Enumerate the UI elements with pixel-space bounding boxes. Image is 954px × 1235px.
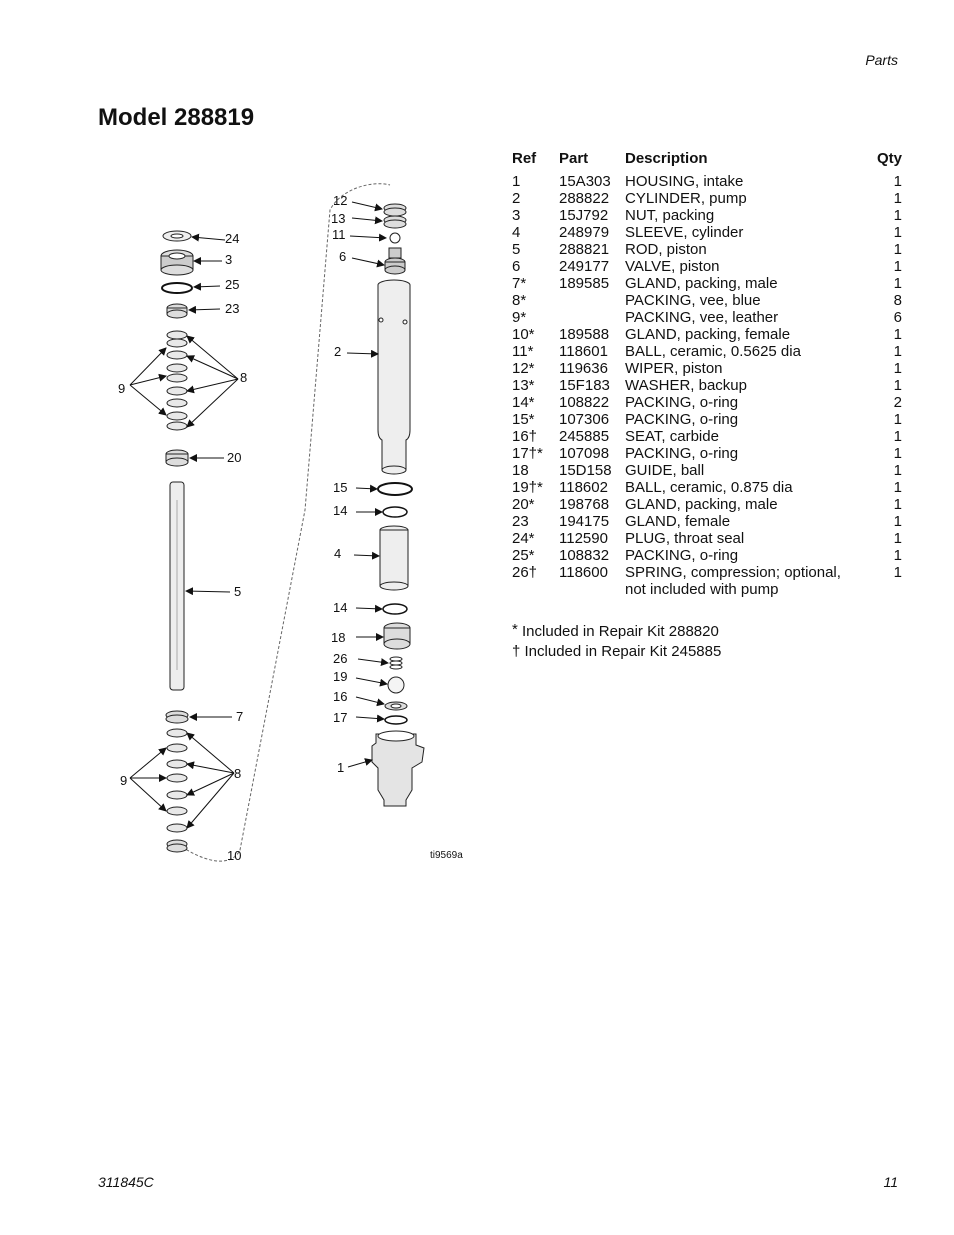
o-ring-15 [378,483,412,495]
cell-description [621,275,862,292]
cell-qty: 1 [893,428,902,445]
callout-3: 3 [225,252,233,267]
cell-part: 194175 [559,513,610,530]
table-row [508,360,902,377]
cell-part: 15A303 [559,173,611,190]
cell-description [621,445,862,462]
cell-ref: 7* [512,275,527,292]
cell-qty: 1 [893,190,902,207]
gland-male-7 [166,711,188,723]
cell-description [621,258,862,275]
o-ring-25 [162,283,192,293]
page-title: Model 288819 [98,104,255,131]
cell-part: 288821 [559,241,610,258]
cell-ref: 10* [512,326,535,343]
cell-part: 118600 [559,564,608,581]
cell-description [621,411,862,428]
cell-qty: 6 [893,309,902,326]
table-row [508,377,902,394]
cell-part: 15D158 [559,462,612,479]
description-line: SPRING, compression; optional, [625,564,841,581]
callout-7: 7 [236,709,244,724]
cell-ref: 6 [512,258,521,275]
callout-20: 20 [227,450,242,465]
cell-ref: 20* [512,496,535,513]
ball-11 [390,233,400,243]
cell-qty: 1 [893,445,902,462]
cell-description [621,326,862,343]
cell-description [621,207,862,224]
description-line: PLUG, throat seal [625,530,745,547]
cell-part: 119636 [559,360,608,377]
callout-14-lower: 14 [333,600,348,615]
table-row [508,173,902,190]
callout-17: 17 [333,710,348,725]
description-line: BALL, ceramic, 0.5625 dia [625,343,801,360]
callout-5: 5 [234,584,242,599]
cell-part [555,292,621,309]
table-row [508,275,902,292]
cell-qty: 1 [893,411,902,428]
col-header-description: Description [625,150,708,167]
cell-ref: 12* [512,360,535,377]
cell-part: 112590 [559,530,608,547]
note-symbol: * [512,621,518,638]
note-text: Included in Repair Kit 245885 [524,643,722,660]
cell-qty: 1 [893,258,902,275]
cell-description [621,224,862,241]
cell-description [621,462,862,479]
cell-description [621,479,862,496]
cell-qty: 1 [893,343,902,360]
callout-26: 26 [333,651,348,666]
cell-qty: 1 [893,377,902,394]
cell-ref: 14* [512,394,535,411]
cell-qty: 1 [893,224,902,241]
callout-6: 6 [339,249,347,264]
table-row [508,547,902,564]
table-row [508,564,902,598]
note-text: Included in Repair Kit 288820 [522,623,719,640]
col-header-qty: Qty [876,150,902,167]
cell-ref: 11* [512,343,534,360]
callout-25: 25 [225,277,240,292]
cell-ref: 13* [512,377,535,394]
cell-description [621,428,862,445]
cell-part: 118602 [559,479,608,496]
cell-part: 118601 [559,343,608,360]
table-row [508,326,902,343]
cell-part: 288822 [559,190,610,207]
section-label: Parts [865,52,898,68]
cell-description [621,394,862,411]
description-line: GLAND, packing, female [625,326,791,343]
callout-16: 16 [333,689,348,704]
cell-part: 249177 [559,258,610,275]
packing-stack-lower [167,729,187,832]
carbide-seat [385,702,407,710]
cell-qty: 1 [893,530,902,547]
cell-ref: 18 [512,462,529,479]
cell-qty: 1 [893,275,902,292]
table-row [508,496,902,513]
col-header-part: Part [559,150,589,167]
cell-qty: 1 [893,547,902,564]
cell-ref: 25* [512,547,535,564]
figure-id: ti9569a [430,850,463,861]
packing-nut [161,250,193,275]
piston-valve [385,248,405,274]
description-line: ROD, piston [625,241,707,258]
note-symbol: † [512,643,521,660]
table-row [508,309,902,326]
cell-description [621,513,862,530]
washer-13 [384,216,406,228]
cell-qty: 1 [893,207,902,224]
cell-qty: 2 [893,394,902,411]
parts-diagram [100,170,480,880]
description-line: PACKING, o-ring [625,394,739,411]
cell-qty: 1 [893,326,902,343]
callout-8-upper: 8 [240,370,248,385]
kit-notes [512,620,721,662]
o-ring-17 [385,716,407,724]
cell-part: 198768 [559,496,610,513]
cell-description [621,496,862,513]
cell-description [621,530,862,547]
cell-ref: 2 [512,190,521,207]
description-line: WASHER, backup [625,377,747,394]
cell-part [555,309,621,326]
description-line: SEAT, carbide [625,428,719,445]
callout-19: 19 [333,669,348,684]
description-line: not included with pump [625,581,779,598]
table-row [508,530,902,547]
cell-part: 107098 [559,445,610,462]
callout-24: 24 [225,231,240,246]
table-row [508,343,902,360]
callout-18: 18 [331,630,346,645]
ball-guide [384,623,410,649]
cell-ref: 26† [512,564,538,581]
gland-female-23 [167,304,187,318]
o-ring-14-lower [383,604,407,614]
parts-table-body [508,173,902,598]
callout-14-upper: 14 [333,503,348,518]
ball-19 [388,677,404,693]
callout-13: 13 [331,211,346,226]
table-row [508,224,902,241]
cell-part: 248979 [559,224,610,241]
table-row [508,462,902,479]
description-line: CYLINDER, pump [625,190,747,207]
cell-description [621,241,862,258]
piston-rod [170,482,184,690]
description-line: BALL, ceramic, 0.875 dia [625,479,793,496]
description-line: WIPER, piston [625,360,723,377]
note-repair-kit-245885 [512,642,721,662]
cell-qty: 1 [893,173,902,190]
description-line: GLAND, female [625,513,731,530]
assembly-line [178,184,390,861]
cell-ref: 24* [512,530,535,547]
cell-ref: 23 [512,513,529,530]
cell-qty: 1 [893,241,902,258]
cell-description [621,360,862,377]
table-row [508,479,902,496]
table-row [508,292,902,309]
description-line: VALVE, piston [625,258,720,275]
parts-table [508,150,902,598]
note-repair-kit-288820 [512,620,721,642]
cell-part: 245885 [559,428,610,445]
cell-part: 107306 [559,411,610,428]
table-row [508,428,902,445]
callout-9-upper: 9 [118,381,126,396]
cell-qty: 1 [893,462,902,479]
callout-9-lower: 9 [120,773,128,788]
cell-qty: 8 [893,292,902,309]
cell-ref: 5 [512,241,521,258]
intake-housing [372,731,424,806]
description-line: PACKING, o-ring [625,411,739,428]
description-line: SLEEVE, cylinder [625,224,744,241]
col-header-ref: Ref [512,150,537,167]
o-ring-14-upper [383,507,407,517]
description-line: HOUSING, intake [625,173,744,190]
gland-male-20 [166,450,188,466]
cell-ref: 17†* [512,445,543,462]
table-row [508,513,902,530]
packing-stack-upper [167,331,187,430]
description-line: PACKING, o-ring [625,547,739,564]
cell-part: 108832 [559,547,610,564]
description-line: PACKING, o-ring [625,445,739,462]
table-row [508,258,902,275]
footer-doc-number: 311845C [98,1174,154,1190]
callout-1: 1 [337,760,345,775]
cell-ref: 16† [512,428,538,445]
cell-qty: 1 [893,513,902,530]
cell-ref: 3 [512,207,521,224]
callout-12: 12 [333,193,348,208]
spring-26 [390,657,402,669]
wiper-12 [384,204,406,216]
cell-ref: 9* [512,309,527,326]
callout-8-lower: 8 [234,766,242,781]
cell-description [621,309,862,326]
footer-page-number: 11 [883,1174,898,1190]
cell-qty: 1 [893,496,902,513]
callout-4: 4 [334,546,342,561]
table-row [508,190,902,207]
table-row [508,207,902,224]
callout-2: 2 [334,344,342,359]
callout-23: 23 [225,301,240,316]
gland-female-10 [167,840,187,852]
description-line: PACKING, vee, blue [625,292,761,309]
cell-part: 15J792 [559,207,609,224]
table-row [508,394,902,411]
callout-15: 15 [333,480,348,495]
throat-plug [163,231,191,241]
table-header-row [508,150,902,173]
cell-part: 108822 [559,394,610,411]
cell-description [621,292,862,309]
cell-ref: 19†* [512,479,543,496]
table-row [508,241,902,258]
cell-qty: 1 [893,479,902,496]
description-line: GLAND, packing, male [625,275,778,292]
cell-description [621,564,862,598]
description-line: PACKING, vee, leather [625,309,779,326]
cell-description [621,190,862,207]
cell-description [621,377,862,394]
cell-qty: 1 [893,360,902,377]
description-line: GUIDE, ball [625,462,705,479]
callout-11: 11 [332,227,346,242]
cell-part: 15F183 [559,377,610,394]
table-row [508,411,902,428]
description-line: NUT, packing [625,207,715,224]
cell-ref: 15* [512,411,535,428]
pump-cylinder [378,280,410,474]
cell-part: 189585 [559,275,610,292]
cell-description [621,173,862,190]
table-row [508,445,902,462]
cylinder-sleeve [380,526,408,590]
cell-description [621,547,862,564]
cell-ref: 8* [512,292,527,309]
cell-qty: 1 [893,564,902,581]
callout-10: 10 [227,848,242,863]
cell-ref: 1 [512,173,521,190]
description-line: GLAND, packing, male [625,496,778,513]
cell-part: 189588 [559,326,610,343]
cell-ref: 4 [512,224,521,241]
cell-description [621,343,862,360]
